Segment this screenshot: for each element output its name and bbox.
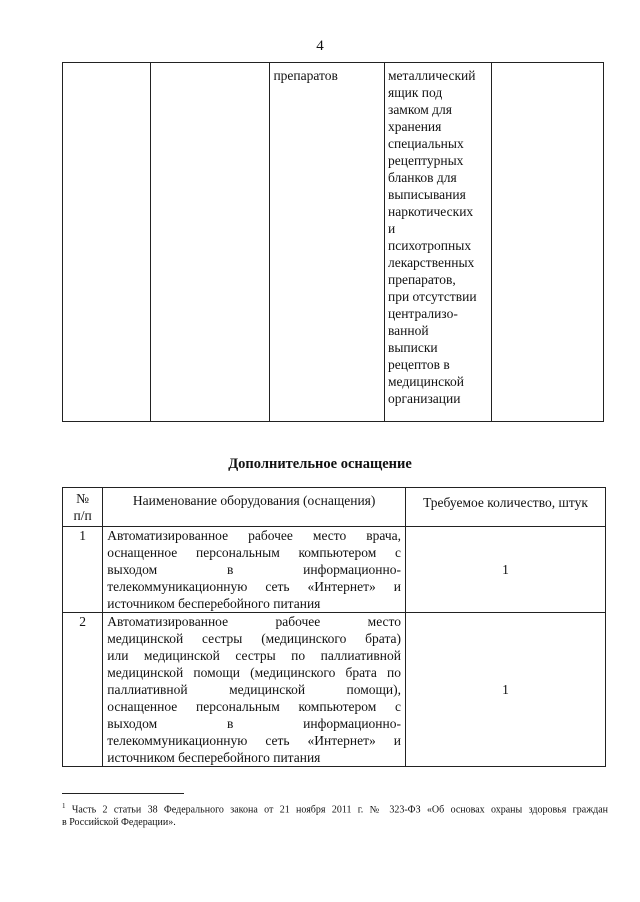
header-num-line1: № bbox=[76, 491, 90, 506]
equipment-table bbox=[62, 487, 606, 767]
top-table-col4-line: бланков для bbox=[387, 170, 457, 185]
header-name: Наименование оборудования (оснащения) bbox=[103, 488, 406, 527]
row-equipment-name bbox=[103, 527, 406, 613]
table-row bbox=[63, 613, 606, 767]
footnote-line-1: Часть 2 статьи 38 Федерального закона от 21 ноября 2011 г. № 323-ФЗ «Об основах охраны здоровья граждан bbox=[71, 804, 608, 816]
equipment-name-line: телекоммуникационную сеть «Интернет» и bbox=[107, 579, 401, 594]
top-table-col4-line: рецептурных bbox=[387, 153, 464, 168]
top-table-col4-line: препаратов, bbox=[387, 272, 456, 287]
top-table-col4-line: медицинской bbox=[387, 374, 464, 389]
top-table-col4-line: организации bbox=[387, 391, 461, 406]
equipment-name-line: Автоматизированное рабочее место bbox=[107, 614, 401, 629]
header-qty: Требуемое количество, штук bbox=[406, 488, 606, 527]
equipment-name-line: оснащенное персональным компьютером с bbox=[107, 699, 401, 714]
page-number: 4 bbox=[316, 38, 324, 54]
equipment-name-line: или медицинской сестры по паллиативной bbox=[107, 648, 401, 663]
row-quantity: 1 bbox=[406, 613, 606, 767]
row-number: 2 bbox=[63, 613, 103, 767]
top-table-col4-line: металлический bbox=[387, 68, 476, 83]
equipment-name-line: медицинской помощи (медицинского брата по bbox=[107, 665, 401, 680]
top-table-col4-line: ванной bbox=[387, 323, 429, 338]
top-table-col4-line: психотропных bbox=[387, 238, 472, 253]
top-table-col4-line: выписывания bbox=[387, 187, 466, 202]
top-table-cell-3 bbox=[270, 63, 385, 422]
top-table-col4-line: и bbox=[387, 221, 396, 236]
top-table-cell-4 bbox=[384, 63, 491, 422]
table-row bbox=[63, 527, 606, 613]
equipment-name-line: Автоматизированное рабочее место врача, bbox=[107, 528, 401, 543]
equipment-name-line: выходом в информационно- bbox=[107, 562, 401, 577]
header-num-line2: п/п bbox=[73, 508, 92, 523]
footnote-rule bbox=[62, 793, 184, 794]
top-table-col4-line: замком для bbox=[387, 102, 452, 117]
header-num bbox=[63, 488, 103, 527]
top-table-col4-line: выписки bbox=[387, 340, 438, 355]
equipment-name-line: медицинской сестры (медицинского брата) bbox=[107, 631, 401, 646]
equipment-name-line: источником бесперебойного питания bbox=[107, 596, 321, 611]
continuation-table bbox=[62, 62, 604, 422]
top-table-cell-5 bbox=[492, 63, 604, 422]
row-number: 1 bbox=[63, 527, 103, 613]
top-table-col4-line: ящик под bbox=[387, 85, 443, 100]
equipment-name-line: оснащенное персональным компьютером с bbox=[107, 545, 401, 560]
equipment-table-header-row bbox=[63, 488, 606, 527]
footnote-mark: 1 bbox=[62, 802, 66, 810]
top-table-col4-line: централизо- bbox=[387, 306, 458, 321]
top-table-cell-2 bbox=[151, 63, 270, 422]
row-quantity: 1 bbox=[406, 527, 606, 613]
section-title: Дополнительное оснащение bbox=[228, 456, 412, 472]
equipment-name-line: источником бесперебойного питания bbox=[107, 750, 321, 765]
equipment-name-line: паллиативной медицинской помощи), bbox=[107, 682, 401, 697]
top-table-col4-line: наркотических bbox=[387, 204, 474, 219]
row-equipment-name bbox=[103, 613, 406, 767]
equipment-name-line: телекоммуникационную сеть «Интернет» и bbox=[107, 733, 401, 748]
top-table-col4-line: специальных bbox=[387, 136, 464, 151]
top-table-col3-line: препаратов bbox=[273, 68, 338, 83]
top-table-col4-line: хранения bbox=[387, 119, 442, 134]
top-table-col4-line: рецептов в bbox=[387, 357, 450, 372]
footnote bbox=[62, 800, 608, 829]
top-table-col4-line: при отсутствии bbox=[387, 289, 477, 304]
equipment-name-line: выходом в информационно- bbox=[107, 716, 401, 731]
top-table-col4-line: лекарственных bbox=[387, 255, 475, 270]
footnote-line-2: в Российской Федерации». bbox=[62, 817, 176, 829]
top-table-cell-1 bbox=[63, 63, 151, 422]
